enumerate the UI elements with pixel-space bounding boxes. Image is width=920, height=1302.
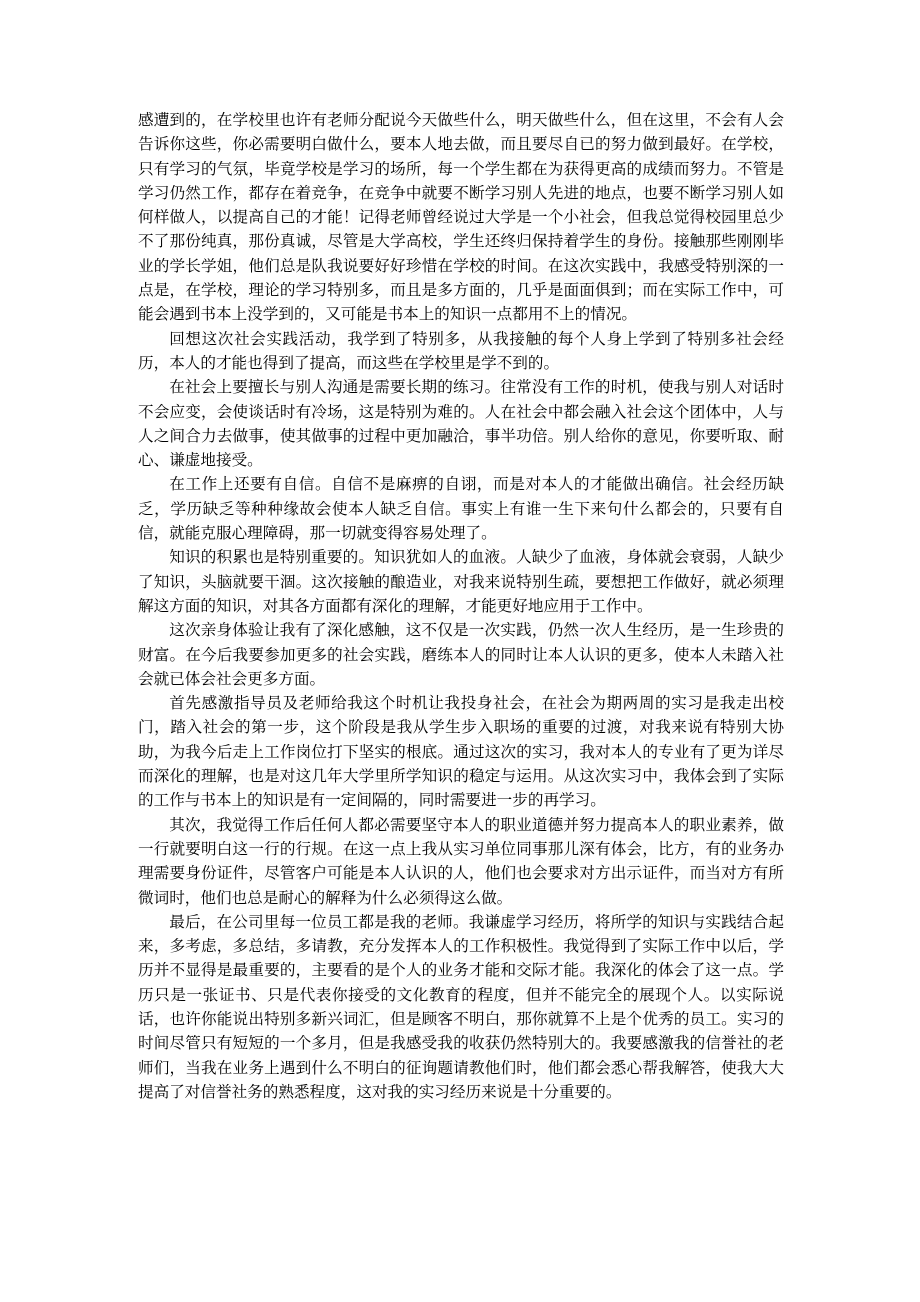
document-page bbox=[138, 108, 784, 1104]
paragraph-communication: 在社会上要擅长与别人沟通是需要长期的练习。往常没有工作的时机，使我与别人对话时不会应变，会使谈话时有冷场，这是特别为难的。人在社会中都会融入社会这个团体中，人与人之间合力去做事，使其做事的过程中更加融洽，事半功倍。别人给你的意见，你要听取、耐心、谦虚地接受。 bbox=[138, 378, 784, 470]
paragraph-social-practice-review: 回想这次社会实践活动，我学到了特别多，从我接触的每个人身上学到了特别多社会经历，本人的才能也得到了提高，而这些在学校里是学不到的。 bbox=[138, 329, 784, 372]
paragraph-conclusion: 最后，在公司里每一位员工都是我的老师。我谦虚学习经历，将所学的知识与实践结合起来，多考虑，多总结，多请教，充分发挥本人的工作积极性。我觉得到了实际工作中以后，学历并不显得是最重要的，主要看的是个人的业务才能和交际才能。我深化的体会了这一点。学历只是一张证书、只是代表你接受的文化教育的程度，但并不能完全的展现个人。以实际说话，也许你能说出特别多新兴词汇，但是顾客不明白，那你就算不上是个优秀的员工。实习的时间尽管只有短短的一个多月，但是我感受我的收获仍然特别大的。我要感激我的信誉社的老师们，当我在业务上遇到什么不明白的征询题请教他们时，他们都会悉心帮我解答，使我大大提高了对信誉社务的熟悉程度，这对我的实习经历来说是十分重要的。 bbox=[138, 912, 784, 1101]
paragraph-professional-ethics: 其次，我觉得工作后任何人都必需要坚守本人的职业道德并努力提高本人的职业素养，做一行就要明白这一行的行规。在这一点上我从实习单位同事那儿深有体会，比方，有的业务办理需要身份证件，尽管客户可能是本人认识的人，他们也会要求对方出示证件，而当对方有所微词时，他们也总是耐心的解释为什么必须得这么做。 bbox=[138, 815, 784, 907]
paragraph-confidence: 在工作上还要有自信。自信不是麻痹的自诩，而是对本人的才能做出确信。社会经历缺乏，学历缺乏等种种缘故会使本人缺乏自信。事实上有谁一生下来句什么都会的，只要有自信，就能克服心理障碍，那一切就变得容易处理了。 bbox=[138, 475, 784, 543]
paragraph-gratitude: 首先感激指导员及老师给我这个时机让我投身社会，在社会为期两周的实习是我走出校门，踏入社会的第一步，这个阶段是我从学生步入职场的重要的过渡，对我来说有特别大协助，为我今后走上工作岗位打下坚实的根底。通过这次的实习，我对本人的专业有了更为详尽而深化的理解，也是对这几年大学里所学知识的稳定与运用。从这次实习中，我体会到了实际的工作与书本上的知识是有一定间隔的，同时需要进一步的再学习。 bbox=[138, 694, 784, 810]
paragraph-experience: 这次亲身体验让我有了深化感触，这不仅是一次实践，仍然一次人生经历，是一生珍贵的财富。在今后我要参加更多的社会实践，磨练本人的同时让本人认识的更多，使本人未踏入社会就已体会社会更多方面。 bbox=[138, 621, 784, 688]
paragraph-continuation: 感遭到的，在学校里也许有老师分配说今天做些什么，明天做些什么，但在这里，不会有人会告诉你这些，你必需要明白做什么，要本人地去做，而且要尽自已的努力做到最好。在学校，只有学习的气氛，毕竟学校是学习的场所，每一个学生都在为获得更高的成绩而努力。不管是学习仍然工作，都存在着竞争，在竞争中就要不断学习别人先进的地点，也要不断学习别人如何样做人，以提高自己的才能！记得老师曾经说过大学是一个小社会，但我总觉得校园里总少不了那份纯真，那份真诚，尽管是大学高校，学生还终归保持着学生的身份。接触那些刚刚毕业的学长学姐，他们总是队我说要好好珍惜在学校的时间。在这次实践中，我感受特别深的一点是，在学校，理论的学习特别多，而且是多方面的，几乎是面面俱到；而在实际工作中，可能会遇到书本上没学到的，又可能是书本上的知识一点都用不上的情况。 bbox=[138, 111, 784, 324]
paragraph-knowledge: 知识的积累也是特别重要的。知识犹如人的血液。人缺少了血液，身体就会衰弱，人缺少了知识，头脑就要干涸。这次接触的酿造业，对我来说特别生疏，要想把工作做好，就必须理解这方面的知识，对其各方面都有深化的理解，才能更好地应用于工作中。 bbox=[138, 548, 784, 615]
